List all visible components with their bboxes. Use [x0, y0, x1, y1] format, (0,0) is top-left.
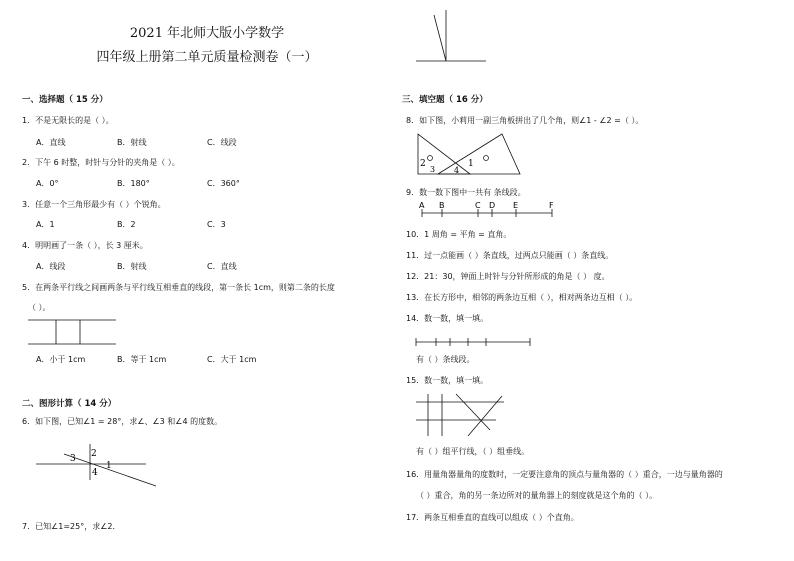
q1-text: 1．不是无限长的是（ ）。	[22, 116, 114, 125]
q9-point-label: C	[475, 201, 481, 210]
section3-heading: 三、填空题（ 16 分）	[402, 95, 488, 105]
q14-segment-figure	[416, 336, 536, 348]
q7-angle-figure	[416, 5, 506, 65]
q16-text-line2: （ ）重合，角的另一条边所对的量角器上的刻度就是这个角的（ ）。	[416, 491, 658, 500]
q2-option-a: A．0°	[36, 179, 59, 188]
q11-text: 11．过一点能画（ ）条直线，过两点只能画（ ）条直线。	[406, 251, 614, 260]
q16-text-line1: 16．用量角器量角的度数时，一定要注意角的顶点与量角器的（ ）重合，一边与量角器的	[406, 470, 723, 479]
q6-text: 6．如下图，已知∠1 = 28°，求∠、∠3 和∠4 的度数。	[22, 417, 223, 426]
q9-segment-figure	[419, 201, 560, 225]
q3-text: 3．任意一个三角形最少有（ ）个锐角。	[22, 200, 166, 209]
q9-point-label: A	[419, 201, 425, 210]
q5-text-line2: （ ）。	[28, 303, 51, 312]
q3-option-b: B．2	[117, 220, 136, 229]
q6-label-2: 2	[91, 449, 97, 459]
q9-point-label: D	[489, 201, 496, 210]
section2-heading: 二、图形计算（ 14 分）	[22, 399, 117, 409]
section1-heading: 一、选择题（ 15 分）	[22, 95, 108, 105]
q8-set-squares-figure	[416, 132, 536, 177]
q15-lines-figure	[416, 392, 516, 438]
document-subtitle: 四年级上册第二单元质量检测卷（一）	[96, 50, 318, 65]
q10-text: 10．1 周角 = 平角 = 直角。	[406, 230, 512, 239]
q14-text: 14．数一数，填一填。	[406, 314, 489, 323]
q6-label-1: 1	[106, 461, 112, 471]
q6-label-3: 3	[70, 454, 76, 464]
q17-text: 17．两条互相垂直的直线可以组成（ ）个直角。	[406, 513, 579, 522]
q8-label-3: 3	[430, 165, 436, 174]
q9-point-label: F	[549, 201, 554, 210]
q1-option-a: A．直线	[36, 138, 66, 147]
q5-parallel-lines-figure	[28, 318, 118, 346]
q13-text: 13．在长方形中，相邻的两条边互相（ ），相对两条边互相（ ）。	[406, 293, 638, 302]
document-title: 2021 年北师大版小学数学	[129, 26, 285, 41]
q9-point-label: E	[513, 201, 519, 210]
q8-label-4: 4	[454, 166, 460, 175]
q8-label-1: 1	[468, 159, 474, 169]
q4-option-b: B．射线	[117, 262, 147, 271]
q5-option-a: A．小于 1cm	[36, 355, 86, 364]
q9-point-label: B	[439, 201, 445, 210]
q1-option-b: B．射线	[117, 138, 147, 147]
q4-option-c: C．直线	[207, 262, 237, 271]
q2-text: 2．下午 6 时整，时针与分针的夹角是（ ）。	[22, 158, 180, 167]
q2-option-c: C．360°	[207, 179, 240, 188]
q5-option-c: C．大于 1cm	[207, 355, 257, 364]
q5-text-line1: 5．在两条平行线之间画两条与平行线互相垂直的线段，第一条长 1cm，则第二条的长度	[22, 283, 335, 292]
q3-option-a: A．1	[36, 220, 55, 229]
q6-intersecting-lines-figure	[36, 444, 166, 494]
q12-text: 12．21：30，钟面上时针与分针所形成的角是（ ） 度。	[406, 272, 610, 281]
q8-label-2: 2	[420, 159, 426, 169]
q6-label-4: 4	[92, 468, 98, 478]
q14-answer: 有（ ）条线段。	[416, 355, 475, 364]
q1-option-c: C．线段	[207, 138, 237, 147]
q8-text: 8．如下图，小莉用一副三角板拼出了几个角，则∠1 - ∠2 =（ ）。	[406, 116, 644, 125]
q2-option-b: B．180°	[117, 179, 150, 188]
q4-option-a: A．线段	[36, 262, 66, 271]
q7-text: 7．已知∠1=25°，求∠2．	[22, 522, 121, 531]
q4-text: 4．明明画了一条（ ），长 3 厘米。	[22, 241, 148, 250]
q3-option-c: C．3	[207, 220, 226, 229]
q15-text: 15．数一数，填一填。	[406, 376, 489, 385]
q5-option-b: B．等于 1cm	[117, 355, 167, 364]
q9-text: 9．数一数下图中一共有 条线段。	[406, 188, 526, 197]
q15-answer: 有（ ）组平行线，（ ）组垂线。	[416, 447, 530, 456]
